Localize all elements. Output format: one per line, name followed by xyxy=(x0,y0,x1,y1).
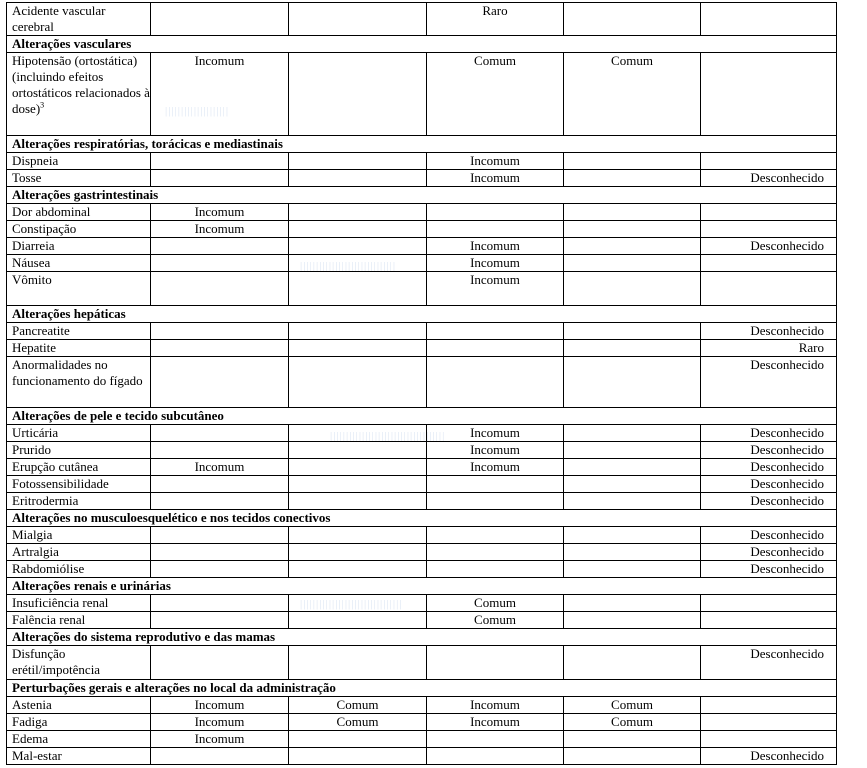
frequency-cell xyxy=(701,731,837,748)
frequency-cell: Desconhecido xyxy=(701,459,837,476)
frequency-cell xyxy=(289,493,427,510)
frequency-cell: Raro xyxy=(701,340,837,357)
table-row xyxy=(7,425,837,442)
table-row xyxy=(7,561,837,578)
reaction-name-cell xyxy=(7,731,151,748)
frequency-cell xyxy=(151,612,289,629)
frequency-cell xyxy=(701,697,837,714)
section-header-row xyxy=(7,306,837,323)
frequency-cell xyxy=(289,595,427,612)
frequency-cell xyxy=(427,221,564,238)
reaction-name-cell xyxy=(7,714,151,731)
frequency-cell: Incomum xyxy=(151,714,289,731)
section-title: Alterações do sistema reprodutivo e das mamas xyxy=(7,629,837,646)
frequency-cell xyxy=(564,476,701,493)
frequency-cell xyxy=(427,561,564,578)
reaction-name: Edema xyxy=(12,731,49,746)
frequency-cell: Desconhecido xyxy=(701,748,837,765)
table-row xyxy=(7,612,837,629)
table-body xyxy=(7,3,837,765)
reaction-name: Pancreatite xyxy=(12,323,70,338)
frequency-cell: Desconhecido xyxy=(701,442,837,459)
frequency-cell: Desconhecido xyxy=(701,425,837,442)
frequency-cell: Incomum xyxy=(151,221,289,238)
frequency-cell xyxy=(151,561,289,578)
table-row xyxy=(7,357,837,408)
reaction-name: Acidente vascular cerebral xyxy=(12,3,106,34)
adverse-reactions-table xyxy=(6,2,837,765)
frequency-cell xyxy=(289,221,427,238)
frequency-cell xyxy=(564,170,701,187)
frequency-cell xyxy=(564,595,701,612)
frequency-cell xyxy=(564,459,701,476)
frequency-cell xyxy=(427,748,564,765)
frequency-cell xyxy=(151,527,289,544)
frequency-cell xyxy=(427,544,564,561)
table-row xyxy=(7,255,837,272)
reaction-name: Mal-estar xyxy=(12,748,62,763)
frequency-cell: Incomum xyxy=(427,714,564,731)
frequency-cell xyxy=(564,3,701,36)
frequency-cell xyxy=(289,442,427,459)
reaction-name: Hipotensão (ortostática) (incluindo efeitos ortostáticos relacionados à dose) xyxy=(12,53,150,116)
frequency-cell xyxy=(427,646,564,680)
reaction-name-cell xyxy=(7,170,151,187)
frequency-cell: Incomum xyxy=(151,697,289,714)
reaction-name-cell xyxy=(7,272,151,306)
frequency-cell xyxy=(564,425,701,442)
frequency-cell xyxy=(564,612,701,629)
section-title: Alterações de pele e tecido subcutâneo xyxy=(7,408,837,425)
frequency-cell: Incomum xyxy=(151,731,289,748)
frequency-cell xyxy=(701,153,837,170)
table-row xyxy=(7,221,837,238)
frequency-cell: Comum xyxy=(564,53,701,136)
section-header-row xyxy=(7,578,837,595)
table-row xyxy=(7,476,837,493)
frequency-cell: Desconhecido xyxy=(701,527,837,544)
frequency-cell xyxy=(289,425,427,442)
frequency-cell: Incomum xyxy=(427,153,564,170)
table-row xyxy=(7,748,837,765)
frequency-cell xyxy=(564,238,701,255)
frequency-cell xyxy=(427,731,564,748)
table-row xyxy=(7,170,837,187)
frequency-cell xyxy=(151,170,289,187)
reaction-name: Insuficiência renal xyxy=(12,595,109,610)
frequency-cell xyxy=(701,3,837,36)
reaction-name-cell xyxy=(7,357,151,408)
frequency-cell xyxy=(289,646,427,680)
frequency-cell xyxy=(151,748,289,765)
frequency-cell xyxy=(427,204,564,221)
section-title: Alterações hepáticas xyxy=(7,306,837,323)
frequency-cell xyxy=(701,204,837,221)
table-row xyxy=(7,714,837,731)
reaction-name-cell xyxy=(7,442,151,459)
footnote-marker: 3 xyxy=(40,100,45,110)
reaction-name-cell xyxy=(7,646,151,680)
frequency-cell: Comum xyxy=(427,53,564,136)
frequency-cell xyxy=(289,612,427,629)
frequency-cell: Incomum xyxy=(427,255,564,272)
frequency-cell: Desconhecido xyxy=(701,646,837,680)
frequency-cell: Incomum xyxy=(151,204,289,221)
table-row xyxy=(7,595,837,612)
table-row xyxy=(7,323,837,340)
reaction-name: Urticária xyxy=(12,425,59,440)
reaction-name-cell xyxy=(7,153,151,170)
reaction-name-cell xyxy=(7,323,151,340)
frequency-cell xyxy=(701,255,837,272)
reaction-name: Náusea xyxy=(12,255,51,270)
reaction-name-cell xyxy=(7,595,151,612)
frequency-cell: Desconhecido xyxy=(701,238,837,255)
frequency-cell xyxy=(701,612,837,629)
frequency-cell xyxy=(289,544,427,561)
table-row xyxy=(7,272,837,306)
frequency-cell xyxy=(427,493,564,510)
frequency-cell: Comum xyxy=(427,612,564,629)
frequency-cell xyxy=(289,357,427,408)
table-row xyxy=(7,340,837,357)
section-header-row xyxy=(7,629,837,646)
frequency-cell xyxy=(151,340,289,357)
frequency-cell xyxy=(564,748,701,765)
reaction-name: Prurido xyxy=(12,442,51,457)
frequency-cell xyxy=(289,323,427,340)
reaction-name-cell xyxy=(7,238,151,255)
reaction-name: Erupção cutânea xyxy=(12,459,99,474)
frequency-cell xyxy=(564,561,701,578)
frequency-cell xyxy=(151,646,289,680)
frequency-cell: Comum xyxy=(427,595,564,612)
table-row xyxy=(7,544,837,561)
frequency-cell xyxy=(151,272,289,306)
reaction-name: Vômito xyxy=(12,272,52,287)
reaction-name-cell xyxy=(7,748,151,765)
reaction-name-cell xyxy=(7,459,151,476)
frequency-cell xyxy=(151,357,289,408)
frequency-cell: Incomum xyxy=(427,272,564,306)
reaction-name-cell xyxy=(7,612,151,629)
table-row xyxy=(7,493,837,510)
frequency-cell: Desconhecido xyxy=(701,493,837,510)
table-row xyxy=(7,646,837,680)
frequency-cell xyxy=(564,442,701,459)
frequency-cell xyxy=(289,3,427,36)
frequency-cell xyxy=(289,170,427,187)
table-row xyxy=(7,3,837,36)
reaction-name: Falência renal xyxy=(12,612,86,627)
reaction-name: Dor abdominal xyxy=(12,204,91,219)
frequency-cell xyxy=(289,153,427,170)
frequency-cell: Incomum xyxy=(427,697,564,714)
reaction-name-cell xyxy=(7,527,151,544)
reaction-name: Artralgia xyxy=(12,544,59,559)
frequency-cell xyxy=(701,595,837,612)
table-row xyxy=(7,442,837,459)
frequency-cell: Comum xyxy=(289,697,427,714)
frequency-cell xyxy=(151,255,289,272)
reaction-name-cell xyxy=(7,3,151,36)
reaction-name: Fotossensibilidade xyxy=(12,476,109,491)
frequency-cell xyxy=(564,527,701,544)
frequency-cell xyxy=(564,323,701,340)
frequency-cell xyxy=(701,221,837,238)
frequency-cell xyxy=(564,646,701,680)
table-row xyxy=(7,153,837,170)
frequency-cell xyxy=(151,238,289,255)
frequency-cell: Desconhecido xyxy=(701,170,837,187)
reaction-name: Tosse xyxy=(12,170,42,185)
frequency-cell xyxy=(289,204,427,221)
frequency-cell: Desconhecido xyxy=(701,544,837,561)
section-title: Alterações renais e urinárias xyxy=(7,578,837,595)
frequency-cell xyxy=(289,731,427,748)
reaction-name-cell xyxy=(7,697,151,714)
frequency-cell xyxy=(151,323,289,340)
frequency-cell xyxy=(564,204,701,221)
table-row xyxy=(7,238,837,255)
frequency-cell xyxy=(289,748,427,765)
frequency-cell xyxy=(564,731,701,748)
frequency-cell xyxy=(151,544,289,561)
frequency-cell: Incomum xyxy=(151,53,289,136)
frequency-cell xyxy=(289,476,427,493)
table-row xyxy=(7,527,837,544)
frequency-cell xyxy=(151,3,289,36)
reaction-name-cell xyxy=(7,340,151,357)
reaction-name: Hepatite xyxy=(12,340,57,355)
frequency-cell xyxy=(289,459,427,476)
reaction-name-cell xyxy=(7,425,151,442)
frequency-cell xyxy=(289,53,427,136)
frequency-cell: Incomum xyxy=(427,442,564,459)
frequency-cell: Incomum xyxy=(427,425,564,442)
frequency-cell xyxy=(564,272,701,306)
frequency-cell: Desconhecido xyxy=(701,476,837,493)
frequency-cell xyxy=(564,357,701,408)
frequency-cell: Incomum xyxy=(427,459,564,476)
table-row xyxy=(7,459,837,476)
frequency-cell: Incomum xyxy=(427,238,564,255)
frequency-cell xyxy=(427,340,564,357)
reaction-name-cell xyxy=(7,493,151,510)
frequency-cell xyxy=(564,544,701,561)
section-title: Alterações respiratórias, torácicas e mediastinais xyxy=(7,136,837,153)
reaction-name-cell xyxy=(7,561,151,578)
frequency-cell: Comum xyxy=(564,697,701,714)
frequency-cell xyxy=(564,153,701,170)
frequency-cell xyxy=(151,153,289,170)
reaction-name-cell xyxy=(7,255,151,272)
frequency-cell xyxy=(427,527,564,544)
frequency-cell xyxy=(564,493,701,510)
frequency-cell xyxy=(289,340,427,357)
frequency-cell: Comum xyxy=(289,714,427,731)
section-header-row xyxy=(7,187,837,204)
reaction-name-cell xyxy=(7,544,151,561)
frequency-cell: Raro xyxy=(427,3,564,36)
reaction-name: Disfunção erétil/impotência xyxy=(12,646,101,677)
watermark-text: |||||||||||||||||||||||||||||| xyxy=(300,260,397,272)
section-title: Perturbações gerais e alterações no local da administração xyxy=(7,680,837,697)
frequency-cell xyxy=(151,595,289,612)
frequency-cell xyxy=(289,527,427,544)
reaction-name-cell xyxy=(7,221,151,238)
table-row xyxy=(7,697,837,714)
frequency-cell xyxy=(701,714,837,731)
reaction-name-cell xyxy=(7,204,151,221)
reaction-name: Mialgia xyxy=(12,527,53,542)
reaction-name: Rabdomiólise xyxy=(12,561,85,576)
reaction-name-cell xyxy=(7,53,151,136)
reaction-name: Constipação xyxy=(12,221,77,236)
reaction-name: Astenia xyxy=(12,697,52,712)
reaction-name: Eritrodermia xyxy=(12,493,79,508)
reaction-name: Diarreia xyxy=(12,238,55,253)
table-row xyxy=(7,53,837,136)
frequency-cell: Desconhecido xyxy=(701,323,837,340)
frequency-cell: Incomum xyxy=(427,170,564,187)
section-header-row xyxy=(7,510,837,527)
frequency-cell xyxy=(701,53,837,136)
watermark-text: |||||||||||||||||||| xyxy=(165,105,230,117)
reaction-name: Dispneia xyxy=(12,153,59,168)
watermark-text: |||||||||||||||||||||||||||||||||||| xyxy=(330,430,446,442)
section-header-row xyxy=(7,680,837,697)
frequency-cell xyxy=(427,323,564,340)
frequency-cell xyxy=(564,255,701,272)
section-header-row xyxy=(7,136,837,153)
frequency-cell xyxy=(151,425,289,442)
frequency-cell: Desconhecido xyxy=(701,561,837,578)
frequency-cell xyxy=(289,272,427,306)
frequency-cell xyxy=(151,493,289,510)
watermark-text: |||||||||||||||||||||||||||||||| xyxy=(300,598,403,610)
section-header-row xyxy=(7,408,837,425)
frequency-cell xyxy=(564,221,701,238)
frequency-cell xyxy=(151,476,289,493)
reaction-name-cell xyxy=(7,476,151,493)
section-title: Alterações gastrintestinais xyxy=(7,187,837,204)
section-title: Alterações no musculoesquelético e nos tecidos conectivos xyxy=(7,510,837,527)
section-title: Alterações vasculares xyxy=(7,36,837,53)
reaction-name: Fadiga xyxy=(12,714,48,729)
frequency-cell xyxy=(427,476,564,493)
frequency-cell: Desconhecido xyxy=(701,357,837,408)
frequency-cell xyxy=(151,442,289,459)
section-header-row xyxy=(7,36,837,53)
frequency-cell xyxy=(289,255,427,272)
frequency-cell xyxy=(564,340,701,357)
frequency-cell xyxy=(289,561,427,578)
table-row xyxy=(7,731,837,748)
frequency-cell xyxy=(427,357,564,408)
reaction-name: Anormalidades no funcionamento do fígado xyxy=(12,357,143,388)
frequency-cell xyxy=(289,238,427,255)
frequency-cell: Incomum xyxy=(151,459,289,476)
table-row xyxy=(7,204,837,221)
frequency-cell: Comum xyxy=(564,714,701,731)
frequency-cell xyxy=(701,272,837,306)
